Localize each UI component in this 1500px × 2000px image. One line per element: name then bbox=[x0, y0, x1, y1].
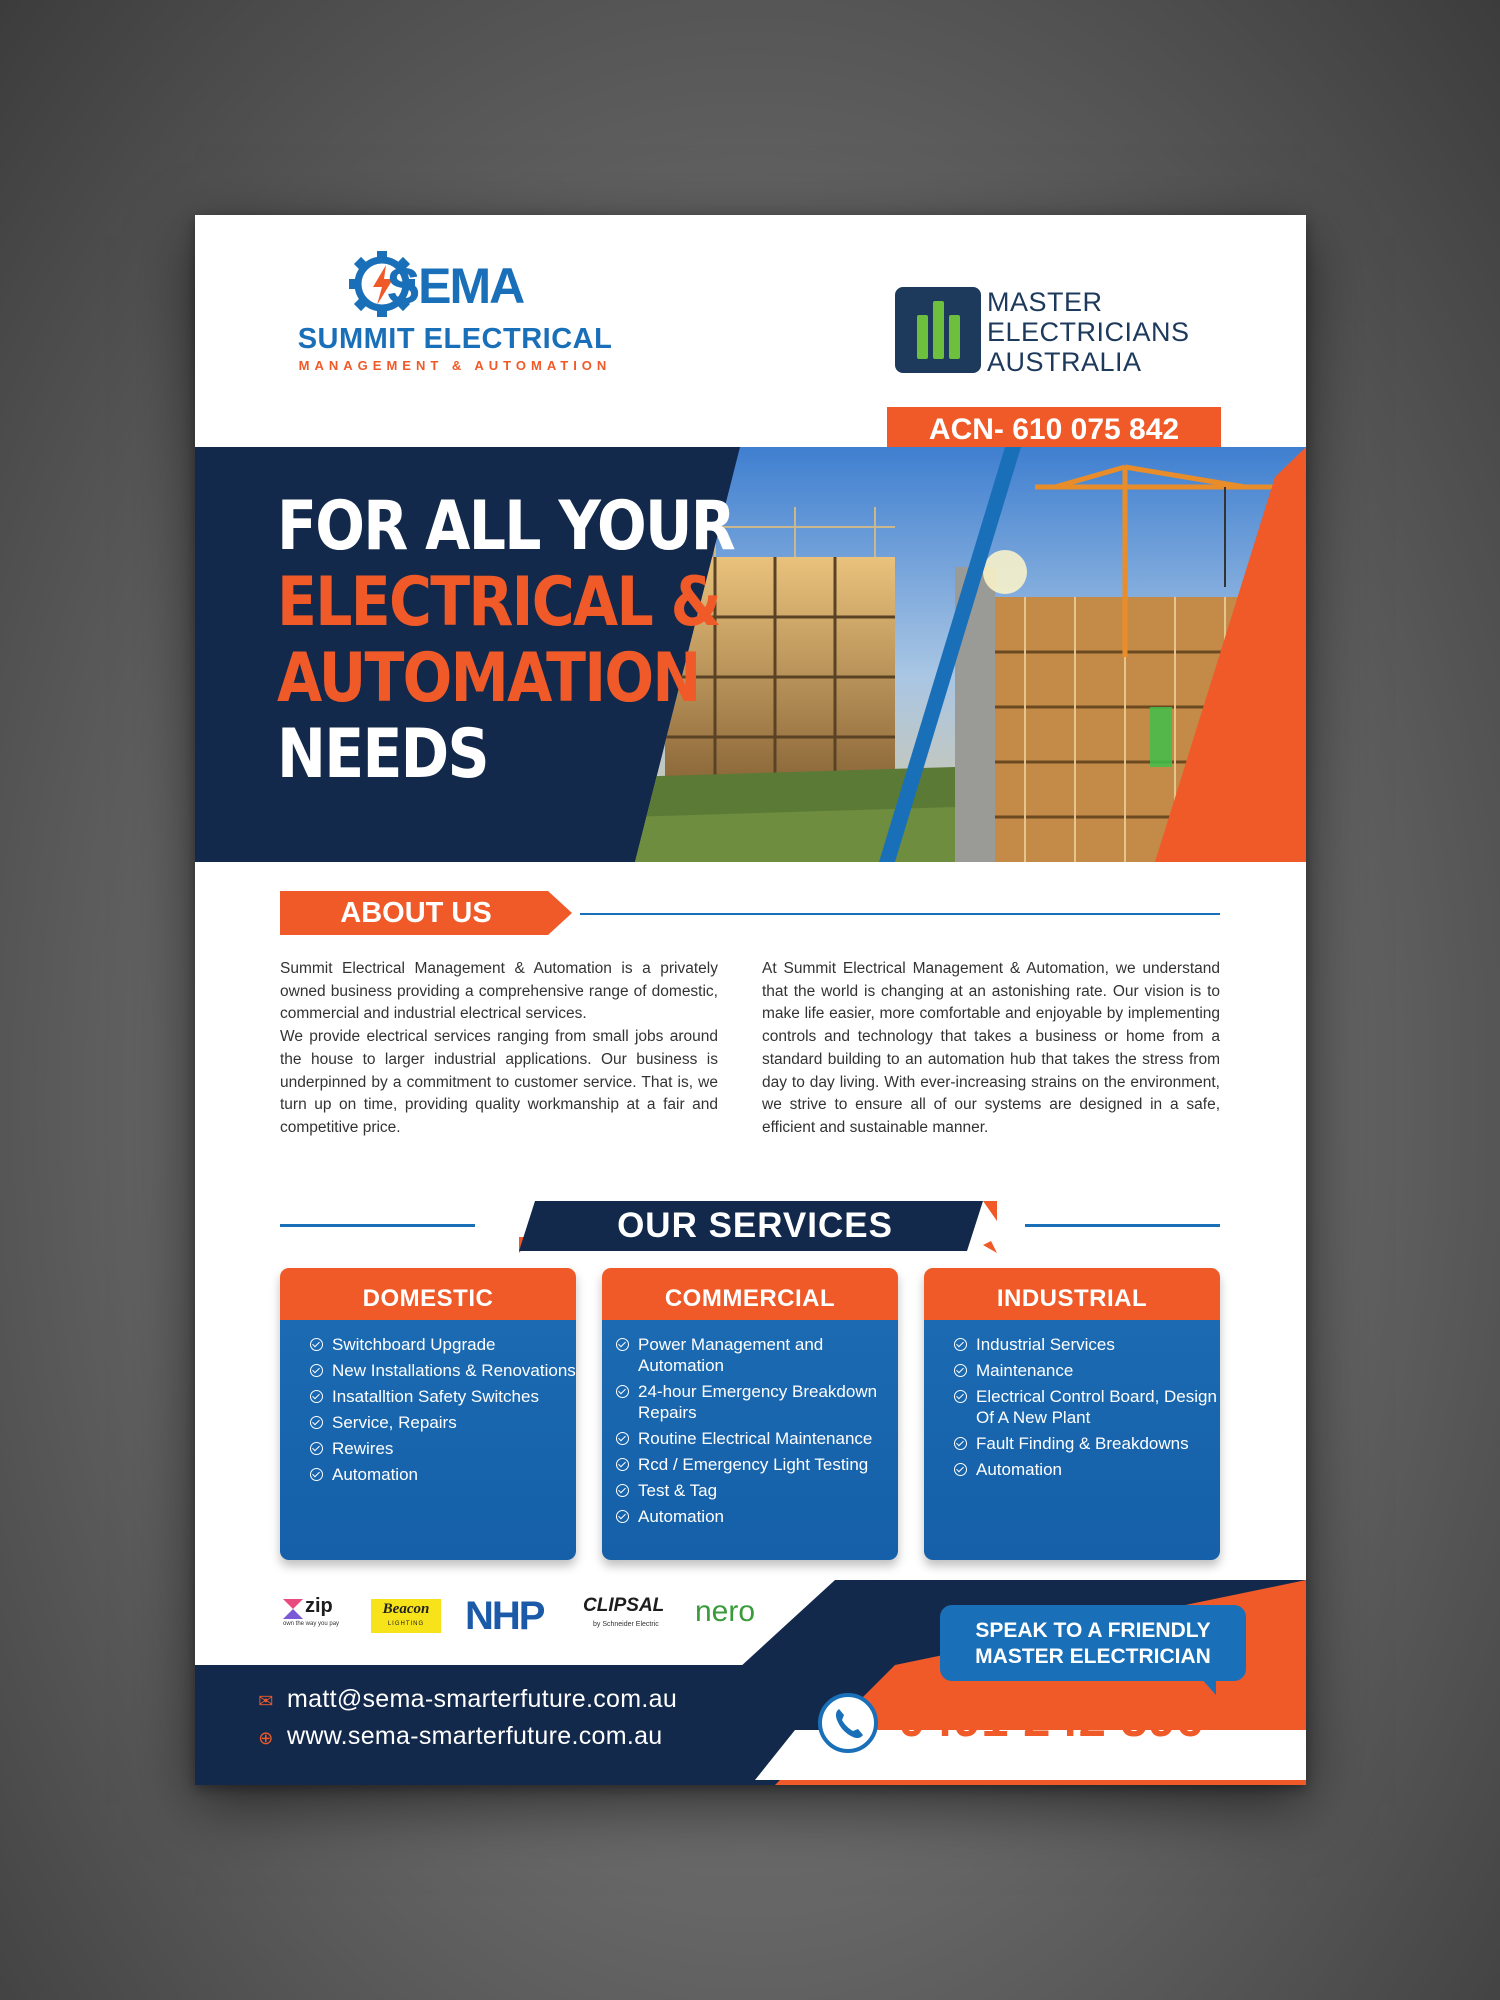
service-item: Service, Repairs bbox=[310, 1412, 576, 1433]
partner-nhp-logo: NHP bbox=[465, 1594, 544, 1638]
service-card-domestic bbox=[280, 1268, 576, 1560]
partner-beacon-logo: Beacon LIGHTING bbox=[371, 1599, 441, 1633]
check-circle-icon bbox=[616, 1510, 629, 1523]
service-item: 24-hour Emergency Breakdown Repairs bbox=[616, 1381, 898, 1423]
service-item: Maintenance bbox=[954, 1360, 1220, 1381]
service-item: Rewires bbox=[310, 1438, 576, 1459]
check-circle-icon bbox=[954, 1390, 967, 1403]
service-item: Test & Tag bbox=[616, 1480, 898, 1501]
logo-name: SUMMIT ELECTRICAL bbox=[297, 323, 613, 355]
services-title: OUR SERVICES bbox=[617, 1206, 893, 1245]
mea-text: MASTER ELECTRICIANS AUSTRALIA bbox=[987, 287, 1190, 377]
service-item: Switchboard Upgrade bbox=[310, 1334, 576, 1355]
check-circle-icon bbox=[954, 1463, 967, 1476]
check-circle-icon bbox=[310, 1364, 323, 1377]
service-item: Fault Finding & Breakdowns bbox=[954, 1433, 1220, 1454]
card-title: INDUSTRIAL bbox=[924, 1268, 1220, 1320]
hero-banner bbox=[195, 447, 1306, 862]
check-circle-icon bbox=[616, 1484, 629, 1497]
check-circle-icon bbox=[616, 1338, 629, 1351]
phone-number[interactable]: 0491 242 596 bbox=[898, 1693, 1204, 1747]
master-electricians-logo bbox=[895, 287, 1225, 377]
hero-line-3: AUTOMATION bbox=[277, 639, 700, 718]
service-item: Automation bbox=[310, 1464, 576, 1485]
globe-icon: ⊕ bbox=[258, 1728, 274, 1748]
about-title: ABOUT US bbox=[340, 897, 492, 929]
service-card-commercial bbox=[602, 1268, 898, 1560]
service-item: Rcd / Emergency Light Testing bbox=[616, 1454, 898, 1475]
service-item: New Installations & Renovations bbox=[310, 1360, 576, 1381]
email-contact[interactable]: ✉ matt@sema-smarterfuture.com.au bbox=[255, 1685, 677, 1714]
partner-nero-logo: nero bbox=[695, 1595, 756, 1628]
check-circle-icon bbox=[616, 1385, 629, 1398]
partner-zip-logo: zip own the way you pay bbox=[283, 1595, 340, 1627]
acn-badge: ACN- 610 075 842 bbox=[887, 407, 1221, 453]
about-paragraph-3: At Summit Electrical Management & Automation, we understand that the world is changing at an astonishing rate. Our vision is to make life easier, more comfortable and enjoyable by implementing controls and technology that takes a business or home from a standard building to an automation hub that takes the stress from day to day living. With ever-increasing strains on the environment, we strive to ensure all of our systems are designed in a safe, efficient and sustainable manner. bbox=[762, 960, 1220, 1136]
check-circle-icon bbox=[616, 1458, 629, 1471]
cta-bubble: SPEAK TO A FRIENDLY MASTER ELECTRICIAN bbox=[940, 1605, 1246, 1681]
website-contact[interactable]: ⊕ www.sema-smarterfuture.com.au bbox=[255, 1722, 662, 1751]
hero-line-1: FOR ALL YOUR bbox=[277, 487, 735, 566]
about-paragraph-2: We provide electrical services ranging from small jobs around the house to larger industrial applications. Our business is underpinned by a commitment to customer service. That is, we turn up on time, providing quality workmanship at a fair and competitive price. bbox=[280, 1028, 718, 1136]
mail-icon: ✉ bbox=[258, 1691, 274, 1711]
services-divider-right bbox=[1025, 1224, 1220, 1227]
logo-subtitle: MANAGEMENT & AUTOMATION bbox=[298, 358, 612, 373]
service-item: Insatalltion Safety Switches bbox=[310, 1386, 576, 1407]
check-circle-icon bbox=[954, 1437, 967, 1450]
partner-clipsal-logo: CLIPSAL by Schneider Electric bbox=[583, 1595, 665, 1628]
about-paragraph-1: Summit Electrical Management & Automation is a privately owned business providing a comprehensive range of domestic, commercial and industrial electrical services. bbox=[280, 960, 718, 1023]
check-circle-icon bbox=[310, 1390, 323, 1403]
check-circle-icon bbox=[310, 1442, 323, 1455]
about-column-left bbox=[280, 958, 718, 1140]
service-item: Routine Electrical Maintenance bbox=[616, 1428, 898, 1449]
logo-word: SEMA bbox=[386, 258, 524, 314]
check-circle-icon bbox=[310, 1338, 323, 1351]
service-item: Electrical Control Board, Design Of A New Plant bbox=[954, 1386, 1220, 1428]
phone-icon bbox=[818, 1693, 878, 1753]
card-title: DOMESTIC bbox=[280, 1268, 576, 1320]
hero-line-2: ELECTRICAL & bbox=[277, 563, 720, 642]
service-item: Automation bbox=[616, 1506, 898, 1527]
service-item: Industrial Services bbox=[954, 1334, 1220, 1355]
card-title: COMMERCIAL bbox=[602, 1268, 898, 1320]
check-circle-icon bbox=[310, 1468, 323, 1481]
check-circle-icon bbox=[616, 1432, 629, 1445]
hero-line-4: NEEDS bbox=[277, 715, 488, 794]
service-item: Automation bbox=[954, 1459, 1220, 1480]
service-card-industrial bbox=[924, 1268, 1220, 1560]
services-divider-left bbox=[280, 1224, 475, 1227]
flyer bbox=[195, 215, 1306, 1785]
check-circle-icon bbox=[954, 1338, 967, 1351]
check-circle-icon bbox=[954, 1364, 967, 1377]
mea-bars-icon bbox=[895, 287, 981, 373]
sema-logo bbox=[275, 257, 635, 387]
service-item: Power Management and Automation bbox=[616, 1334, 898, 1376]
about-column-right bbox=[762, 958, 1220, 1140]
check-circle-icon bbox=[310, 1416, 323, 1429]
about-divider bbox=[580, 913, 1220, 915]
